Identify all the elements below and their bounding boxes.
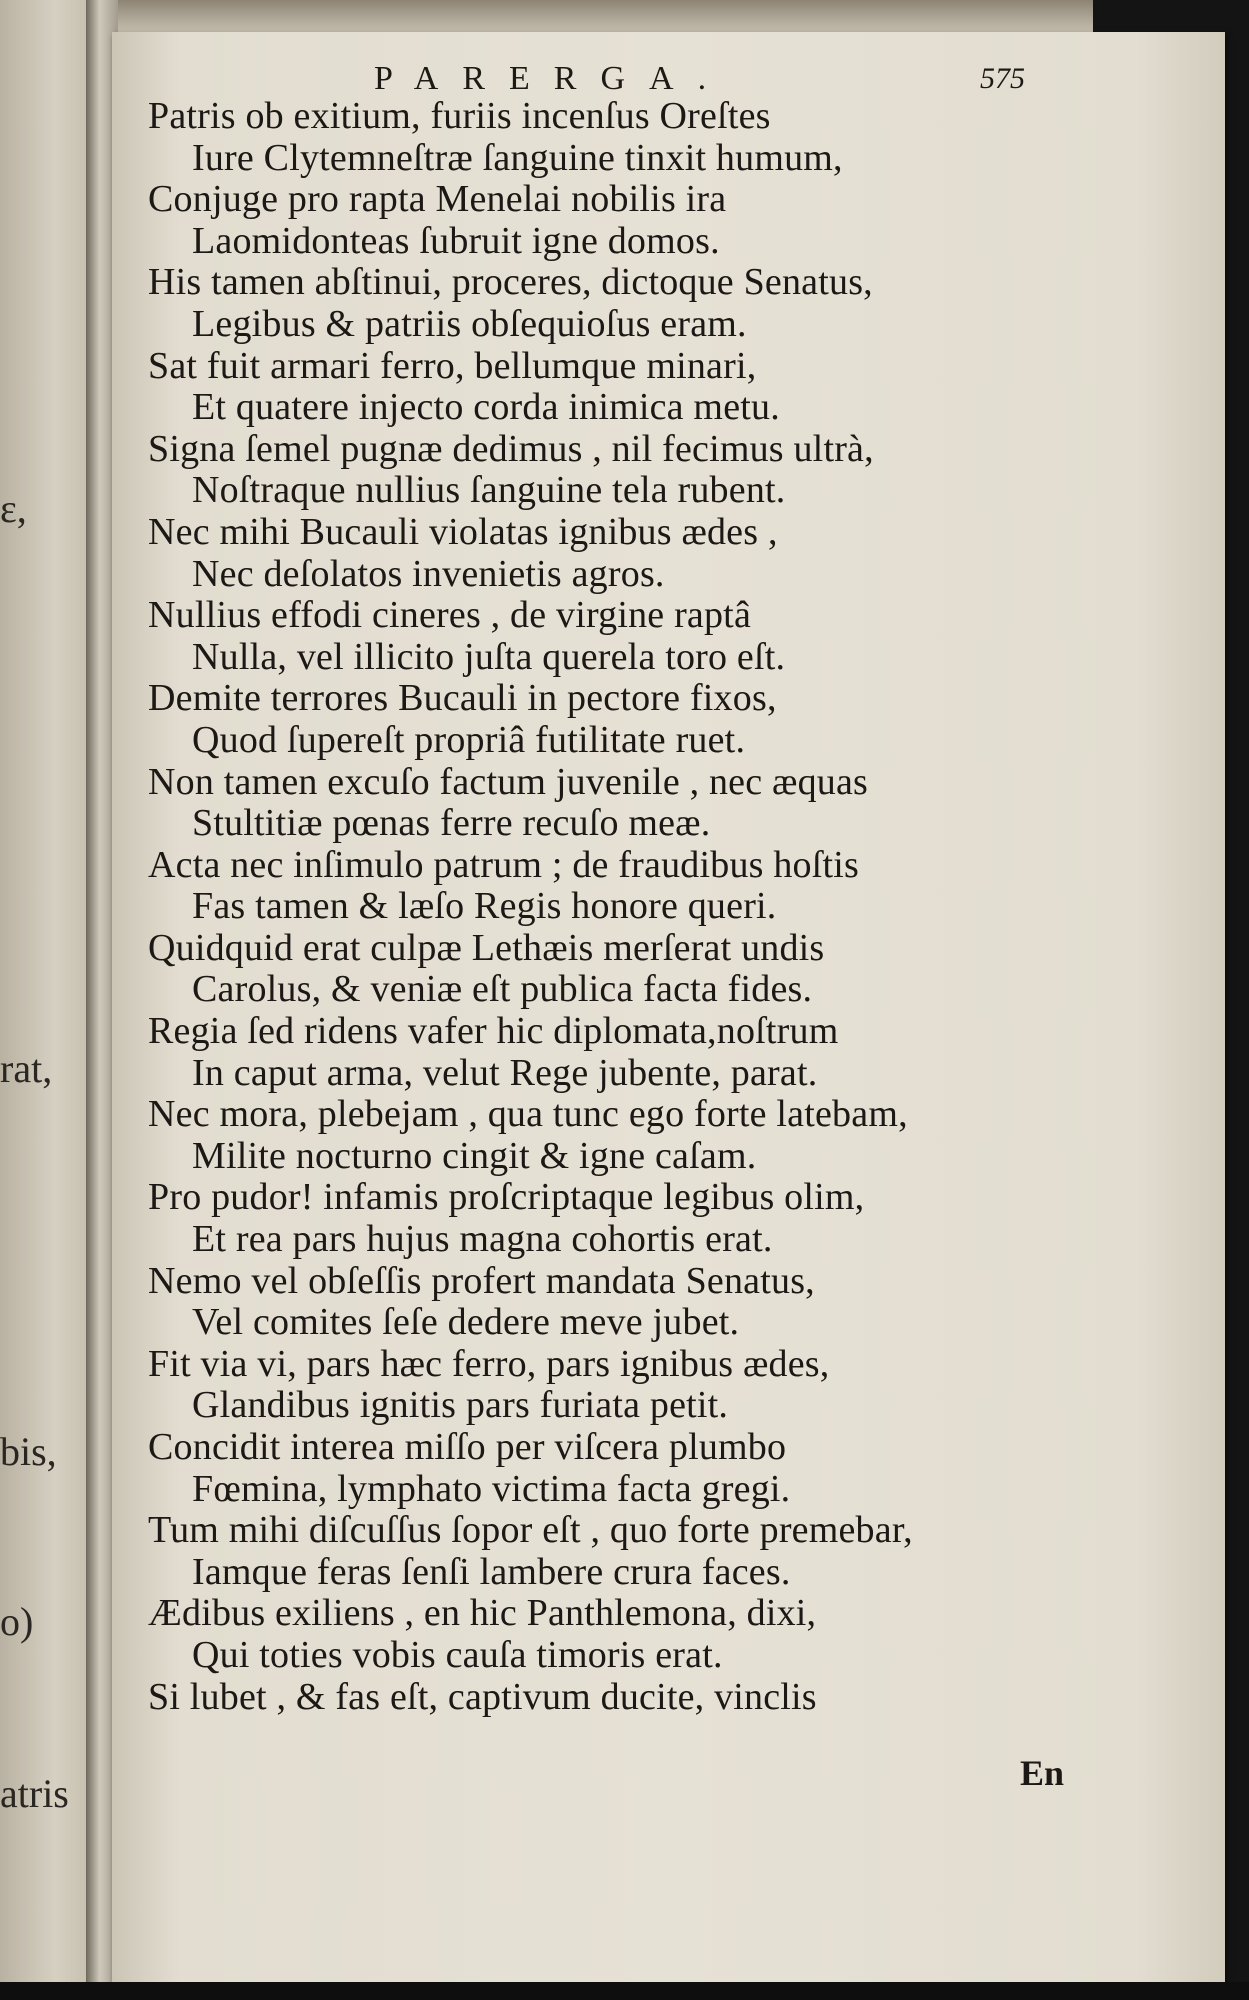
verse-line: Quidquid erat culpæ Lethæis merſerat undis bbox=[148, 926, 825, 969]
verse-line: Carolus, & veniæ eſt publica facta fides. bbox=[192, 968, 813, 1011]
verse-line: Nullius effodi cineres , de virgine raptâ bbox=[148, 594, 752, 637]
verse-line: Regia ſed ridens vafer hic diplomata,noſtrum bbox=[148, 1010, 839, 1053]
verse-line: Nemo vel obſeſſis profert mandata Senatus, bbox=[148, 1259, 815, 1302]
verse-line: His tamen abſtinui, proceres, dictoque Senatus, bbox=[148, 261, 873, 304]
verse-line: Laomidonteas ſubruit igne domos. bbox=[192, 219, 720, 262]
verse-line: Demite terrores Bucauli in pectore fixos, bbox=[148, 677, 777, 720]
verse-line: Acta nec inſimulo patrum ; de fraudibus hoſtis bbox=[148, 843, 859, 886]
verse-line: Sat fuit armari ferro, bellumque minari, bbox=[148, 344, 757, 387]
verse-line: Si lubet , & fas eſt, captivum ducite, vinclis bbox=[148, 1675, 817, 1718]
verse-line: Vel comites ſeſe dedere meve jubet. bbox=[192, 1301, 740, 1344]
verse-line: Pro pudor! infamis proſcriptaque legibus olim, bbox=[148, 1176, 865, 1219]
verse-line: Nulla, vel illicito juſta querela toro eſt. bbox=[192, 635, 786, 678]
verse-line: Fas tamen & læſo Regis honore queri. bbox=[192, 885, 777, 928]
facing-page-edge bbox=[0, 0, 100, 1985]
verse-line: Conjuge pro rapta Menelai nobilis ira bbox=[148, 178, 727, 221]
margin-fragment: rat, bbox=[0, 1046, 53, 1091]
verse-line: Et quatere injecto corda inimica metu. bbox=[192, 386, 780, 429]
scan-background bbox=[0, 1982, 1249, 2000]
running-head: PARERGA. bbox=[374, 60, 731, 97]
book-page bbox=[112, 32, 1225, 1982]
verse-line: Stultitiæ pœnas ferre recuſo meæ. bbox=[192, 802, 711, 845]
verse-line: Nec mihi Bucauli violatas ignibus ædes , bbox=[148, 510, 778, 553]
margin-fragment: bis, bbox=[0, 1429, 57, 1474]
margin-fragment: atris bbox=[0, 1771, 69, 1816]
verse-line: Patris ob exitium, furiis incenſus Oreſtes bbox=[148, 95, 771, 137]
poem-text bbox=[148, 96, 1148, 1718]
verse-line: Fœmina, lymphato victima facta gregi. bbox=[192, 1467, 791, 1510]
verse-line: Concidit interea miſſo per viſcera plumbo bbox=[148, 1426, 787, 1468]
page-number: 575 bbox=[980, 62, 1025, 95]
verse-line: Tum mihi diſcuſſus ſopor eſt , quo forte premebar, bbox=[148, 1509, 913, 1552]
verse-line: Qui toties vobis cauſa timoris erat. bbox=[192, 1633, 723, 1676]
verse-line: In caput arma, velut Rege jubente, parat. bbox=[192, 1051, 818, 1094]
verse-line: Iamque feras ſenſi lambere crura faces. bbox=[192, 1550, 791, 1593]
margin-fragment: ε, bbox=[0, 486, 27, 531]
verse-line: Fit via vi, pars hæc ferro, pars ignibus ædes, bbox=[148, 1342, 830, 1385]
verse-line: Milite nocturno cingit & igne caſam. bbox=[192, 1134, 757, 1177]
verse-line: Nec deſolatos invenietis agros. bbox=[192, 552, 665, 595]
verse-line: Glandibus ignitis pars furiata petit. bbox=[192, 1384, 729, 1427]
verse-line: Quod ſupereſt propriâ futilitate ruet. bbox=[192, 718, 746, 761]
verse-line: Ædibus exiliens , en hic Panthlemona, dixi, bbox=[148, 1592, 817, 1635]
verse-line: Iure Clytemneſtræ ſanguine tinxit humum, bbox=[192, 136, 843, 179]
verse-line: Noſtraque nullius ſanguine tela rubent. bbox=[192, 469, 786, 512]
verse-line: Et rea pars hujus magna cohortis erat. bbox=[192, 1218, 773, 1261]
verse-line: Non tamen excuſo factum juvenile , nec æquas bbox=[148, 760, 869, 803]
catchword: En bbox=[1020, 1753, 1065, 1793]
verse-line: Legibus & patriis obſequioſus eram. bbox=[192, 302, 747, 345]
verse-line: Signa ſemel pugnæ dedimus , nil fecimus ultrà, bbox=[148, 427, 874, 470]
margin-fragment: o) bbox=[0, 1599, 34, 1644]
verse-line: Nec mora, plebejam , qua tunc ego forte latebam, bbox=[148, 1093, 908, 1136]
